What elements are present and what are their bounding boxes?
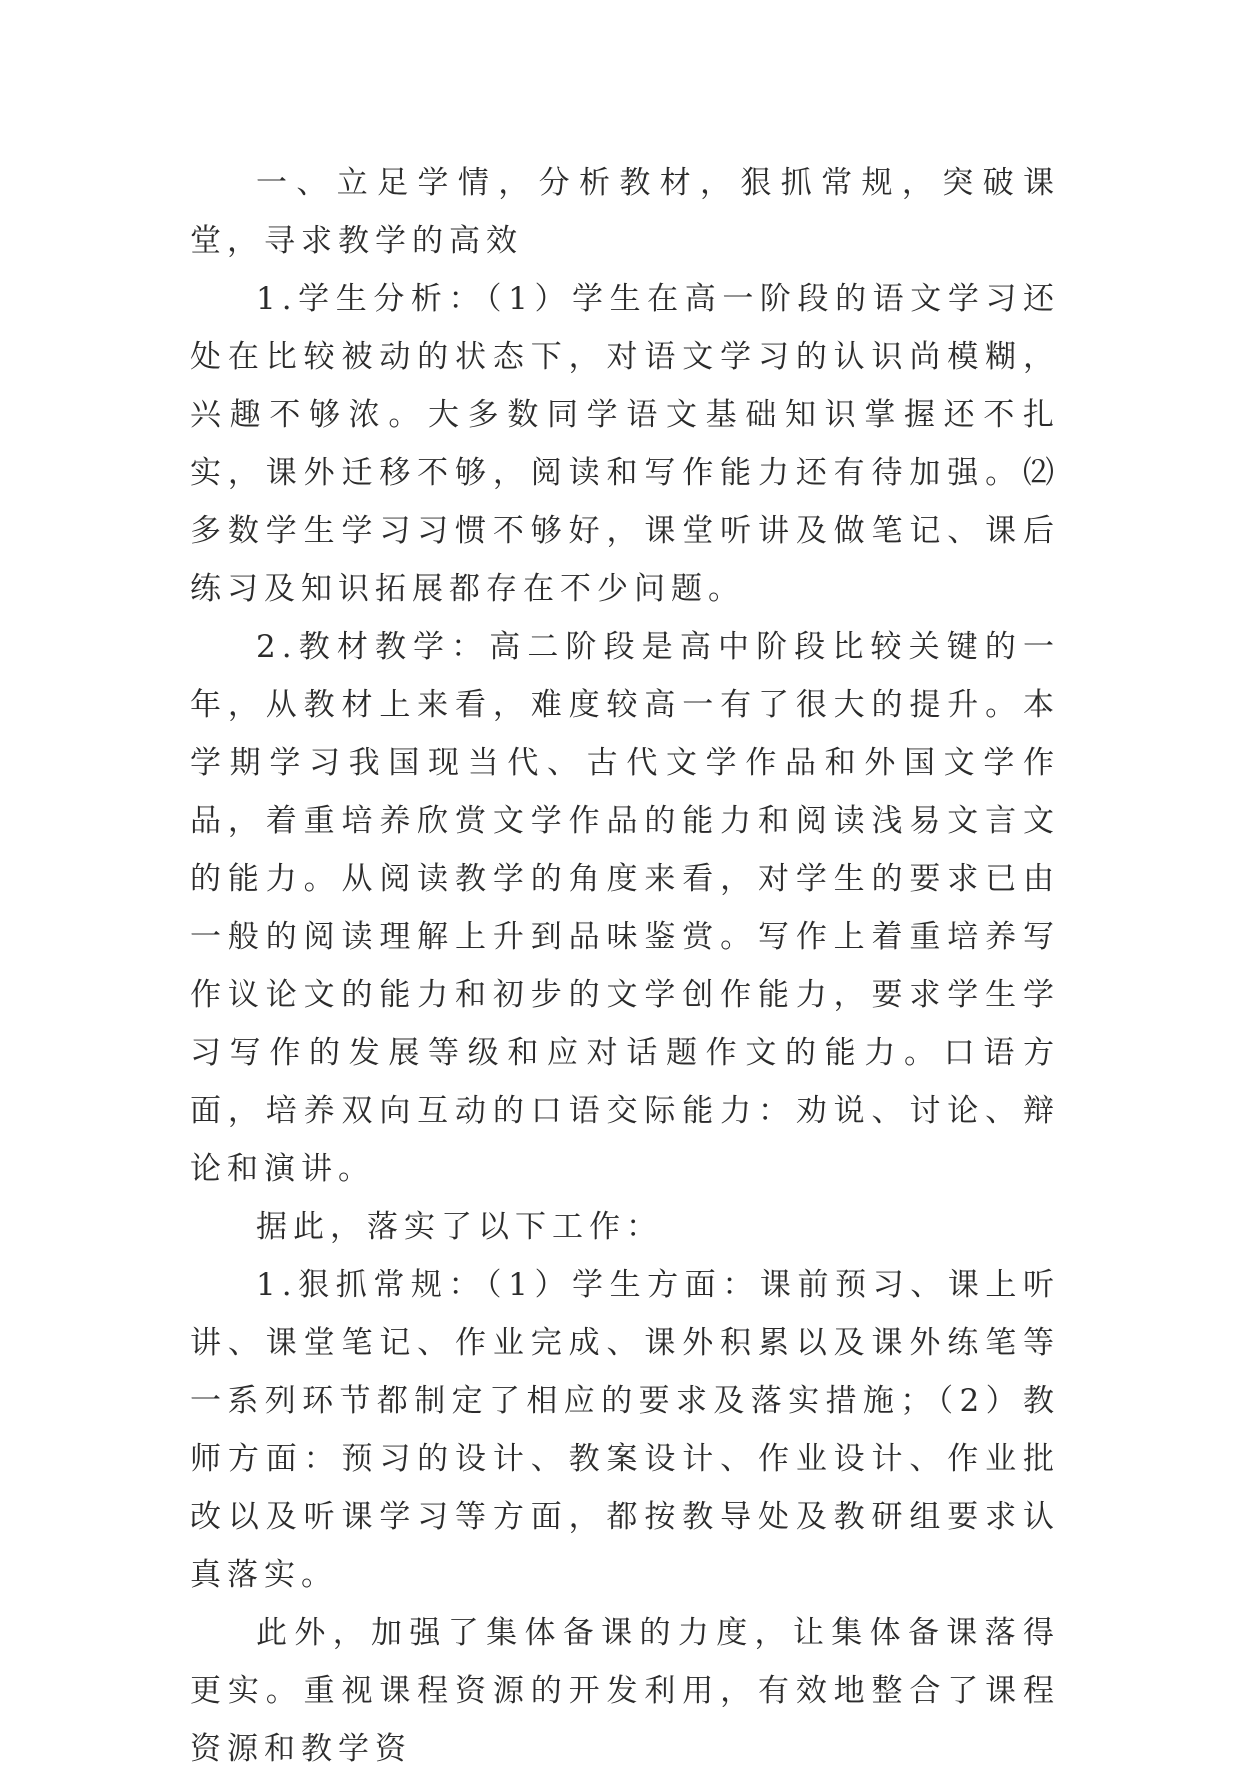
document-body bbox=[190, 154, 1060, 1778]
section-heading: 一、立足学情，分析教材，狠抓常规，突破课堂，寻求教学的高效 bbox=[190, 165, 1060, 259]
paragraph-textbook-teaching: 2.教材教学：高二阶段是高中阶段比较关键的一年，从教材上来看，难度较高一有了很大的提升。本学期学习我国现当代、古代文学作品和外国文学作品，着重培养欣赏文学作品的能力和阅读浅易文言文的能力。从阅读教学的角度来看，对学生的要求已由一般的阅读理解上升到品味鉴赏。写作上着重培养写作议论文的能力和初步的文学创作能力，要求学生学习写作的发展等级和应对话题作文的能力。口语方面，培养双向互动的口语交际能力：劝说、讨论、辩论和演讲。 bbox=[190, 629, 1060, 1187]
paragraph-transition: 据此，落实了以下工作： bbox=[256, 1209, 663, 1245]
paragraph-collective-prep: 此外，加强了集体备课的力度，让集体备课落得更实。重视课程资源的开发利用，有效地整合了课程资源和教学资 bbox=[190, 1615, 1060, 1767]
paragraph-student-analysis: 1.学生分析：（1）学生在高一阶段的语文学习还处在比较被动的状态下，对语文学习的认识尚模糊，兴趣不够浓。大多数同学语文基础知识掌握还不扎实，课外迁移不够，阅读和写作能力还有待加强。⑵多数学生学习习惯不够好，课堂听讲及做笔记、课后练习及知识拓展都存在不少问题。 bbox=[190, 281, 1060, 607]
paragraph-routine: 1.狠抓常规：（1）学生方面：课前预习、课上听讲、课堂笔记、作业完成、课外积累以及课外练笔等一系列环节都制定了相应的要求及落实措施；（2）教师方面：预习的设计、教案设计、作业设计、作业批改以及听课学习等方面，都按教导处及教研组要求认真落实。 bbox=[190, 1267, 1060, 1593]
